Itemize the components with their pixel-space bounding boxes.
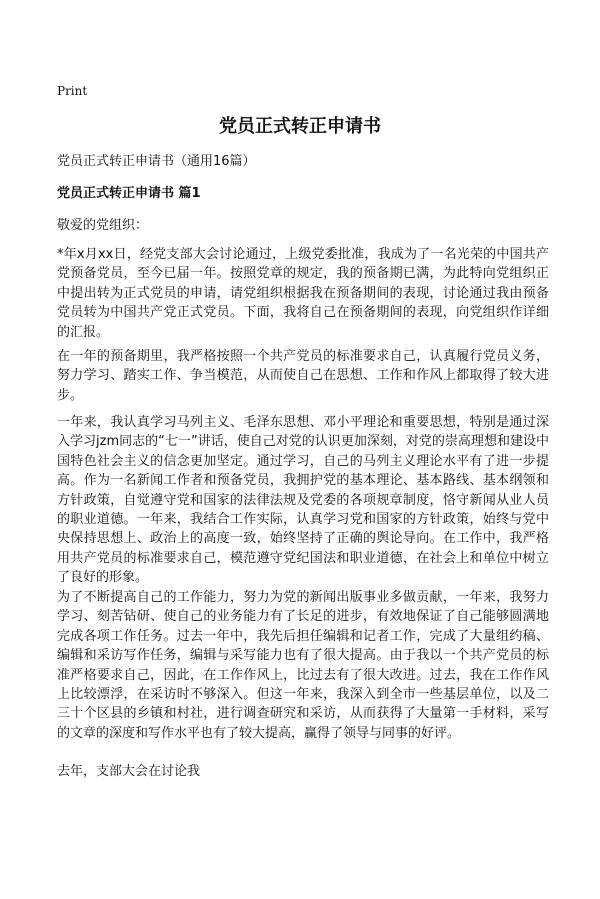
paragraph-2: 在一年的预备期里，我严格按照一个共产党员的标准要求自己，认真履行党员义务，努力学习、踏实工作、争当模范，从而使自己在思想、工作和作风上都取得了较大进步。 xyxy=(57,349,549,403)
paragraph-4: 为了不断提高自己的工作能力，努力为党的新闻出版事业多做贡献，一年来，我努力学习、刻苦钻研、使自己的业务能力有了长足的进步，有效地保证了自己能够圆满地完成各项工作任务。过去一年中，我先后担任编辑和记者工作，完成了大量组约稿、编辑和采访写作任务，编辑与采写能力也有了很大提高。由于我以一个共产党员的标准严格要求自己，因此，在工作作风上，比过去有了很大改进。过去，我在工作作风上比较漂浮，在采访时不够深入。但这一年来，我深入到全市一些基层单位，以及二三十个区县的乡镇和村社，进行调查研究和采访，从而获得了大量第一手材料，采写的文章的深度和写作水平也有了较大提高，赢得了领导与同事的好评。 xyxy=(57,590,549,741)
page-title: 党员正式转正申请书 xyxy=(219,116,381,137)
paragraph-5: 去年，支部大会在讨论我 xyxy=(57,764,201,779)
document-subtitle: 党员正式转正申请书（通用16篇） xyxy=(57,154,256,169)
salutation: 敬爱的党组织： xyxy=(57,218,149,233)
print-link[interactable]: Print xyxy=(57,84,88,98)
section-heading: 党员正式转正申请书 篇1 xyxy=(57,186,201,201)
paragraph-3: 一年来，我认真学习马列主义、毛泽东思想、邓小平理论和重要思想，特别是通过深入学习jzm同志的“七一”讲话，使自己对党的认识更加深刻，对党的崇高理想和建设中国特色社会主义的信念更加坚定。通过学习，自己的马列主义理论水平有了进一步提高。作为一名新闻工作者和预备党员，我拥护党的基本理论、基本路线、基本纲领和方针政策，自觉遵守党和国家的法律法规及党委的各项规章制度，恪守新闻从业人员的职业道德。一年来，我结合工作实际，认真学习党和国家的方针政策，始终与党中央保持思想上、政治上的高度一致，始终坚持了正确的舆论导向。在工作中，我严格用共产党员的标准要求自己，模范遵守党纪国法和职业道德，在社会上和单位中树立了良好的形象。 xyxy=(57,415,549,586)
paragraph-1: *年x月xx日，经党支部大会讨论通过，上级党委批准，我成为了一名光荣的中国共产党预备党员，至今已届一年。按照党章的规定，我的预备期已满，为此特向党组织正中提出转为正式党员的申请，请党组织根据我在预备期间的表现，讨论通过我由预备党员转为中国共产党正式党员。下面，我将自己在预备期间的表现，向党组织作详细的汇报。 xyxy=(57,247,549,340)
